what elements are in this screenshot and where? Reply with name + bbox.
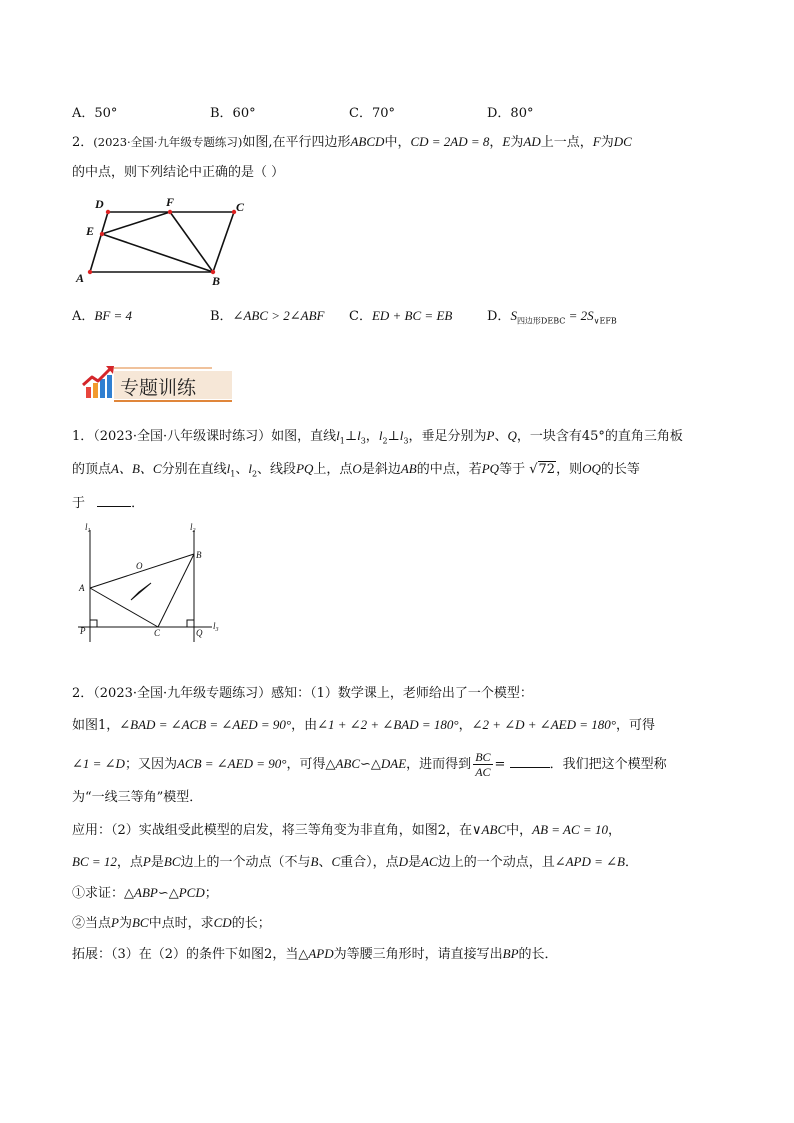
t1-o: O xyxy=(352,461,362,476)
q2-line1 xyxy=(72,133,632,152)
label-l1: $l_1$ xyxy=(85,522,91,534)
t2-frac-num: BC xyxy=(475,750,491,764)
t2-text-5a: 应用：（2）实战组受此模型的启发，将三等角变为非直角，如图2，在 xyxy=(72,823,473,838)
q2-option-c[interactable] xyxy=(349,305,452,324)
q2-option-a[interactable] xyxy=(72,305,132,324)
t1-l1b: l xyxy=(226,461,231,476)
point-d xyxy=(106,210,110,214)
inner-triangle xyxy=(131,583,151,600)
q2-option-a-math: BF = 4 xyxy=(94,308,133,323)
t2-text-7a: ①求证： xyxy=(72,886,125,901)
t2-line5 xyxy=(72,821,621,840)
point-a xyxy=(88,270,92,274)
t1-answer-blank[interactable] xyxy=(97,506,131,507)
q2-text-a: 如图,在平行四边形 xyxy=(242,135,351,150)
t2-line2 xyxy=(72,716,655,735)
t2-cd: CD xyxy=(213,915,232,930)
t1-text-2q: ，则 xyxy=(556,462,583,477)
t1-text-2c: 分别在直线 xyxy=(161,462,227,477)
t2-text-9e: 的长． xyxy=(518,947,558,962)
t1-l2-sub: 2 xyxy=(382,436,388,446)
point-f xyxy=(168,210,172,214)
t1-line2: 的顶点A、B、C分别在直线$l_1$、$l_2$、线段PQ上，点O是斜边AB的中点，若PQ等于 √72，则OQ的长等 xyxy=(72,461,640,479)
t2-text-3d: ，可得 xyxy=(286,757,326,772)
t2-text-9c: 为等腰三角形时，请直接写出 xyxy=(333,947,503,962)
t2-text-7c: ； xyxy=(204,886,218,901)
t2-text-6d: 是 xyxy=(150,855,164,870)
t1-text-2a: 的顶点 xyxy=(72,462,112,477)
t2-text-3h: ．我们把这个模型称 xyxy=(549,757,667,772)
t1-l3b-sub: 3 xyxy=(403,436,409,446)
t2-acb: ACB = ∠AED = 90° xyxy=(176,756,287,771)
q2-option-c-label: C． xyxy=(349,309,372,324)
label-f: F xyxy=(166,195,175,209)
t2-line3 xyxy=(72,750,667,779)
t1-sqrt72: 72 xyxy=(538,462,556,477)
right-angle-p xyxy=(90,620,97,627)
label-l2: $l_2$ xyxy=(190,522,196,534)
q2-option-d[interactable] xyxy=(487,305,617,327)
q2-option-d-eq: = 2S xyxy=(565,308,594,323)
t2-apd: ∠APD = ∠B xyxy=(554,854,625,869)
t1-l2b: l xyxy=(248,461,252,476)
parallelogram-figure xyxy=(70,195,260,290)
t2-text-6j: 重合），点 xyxy=(340,855,399,870)
t1-l2: l xyxy=(378,428,383,443)
t2-sum2: ∠2 + ∠D + ∠AED = 180° xyxy=(471,717,616,732)
t2-line1: 2．（2023·全国·九年级专题练习）感知：（1）数学课上，老师给出了一个模型： xyxy=(72,686,533,701)
t1-l2b-sub: 2 xyxy=(251,469,258,479)
t2-apd-tri: △APD xyxy=(298,946,334,961)
q2-parallelogram: ABCD xyxy=(350,134,385,149)
t1-l3b: l xyxy=(399,428,404,443)
label-q: Q xyxy=(196,628,203,638)
t1-sep: 、 xyxy=(494,429,508,444)
segment-eb xyxy=(102,234,213,272)
t2-similar2: △ABP∽△PCD xyxy=(124,885,205,900)
banner-title: 专题训练 xyxy=(120,377,197,399)
t2-ac: AC xyxy=(421,854,438,869)
t2-c: C xyxy=(331,854,341,869)
t1-text-a: 1．（2023·全国·八年级课时练习）如图，直线 xyxy=(72,429,337,444)
t1-text-2o: 等于 xyxy=(499,462,526,477)
t2-text-8c: 为 xyxy=(118,916,132,931)
t2-d: D xyxy=(398,854,409,869)
t1-oq: OQ xyxy=(582,461,601,476)
t2-text-3f: ，进而得到 xyxy=(406,757,472,772)
t2-fraction xyxy=(473,750,492,779)
label-l3: $l_3$ xyxy=(213,621,219,633)
label-c2: C xyxy=(154,628,161,638)
t1-l1: l xyxy=(336,428,340,443)
t2-text-8a: ②当点 xyxy=(72,916,112,931)
chart-growth-icon xyxy=(83,366,114,398)
t1-line3 xyxy=(72,495,144,513)
q2-option-b-math: ∠ABC > 2∠ABF xyxy=(232,308,325,323)
point-e xyxy=(100,232,104,236)
t2-text-6f: 边上的一个动点（不与 xyxy=(180,855,311,870)
t1-l1-sub: 1 xyxy=(339,436,345,446)
label-b2: B xyxy=(196,550,202,560)
t1-perp1: ⊥ xyxy=(344,429,358,444)
prev-option-d[interactable]: D．80° xyxy=(487,106,534,121)
t1-ab: AB xyxy=(400,461,417,476)
t1-text-2e: 、 xyxy=(235,462,249,477)
q2-option-d-sub2: ∨EFB xyxy=(593,316,617,326)
segment-ab xyxy=(90,554,194,588)
prev-option-b[interactable]: B．60° xyxy=(210,106,256,121)
t1-l3: l xyxy=(357,428,361,443)
t2-sum1: ∠1 + ∠2 + ∠BAD = 180° xyxy=(317,717,459,732)
t2-bc: BC xyxy=(163,854,181,869)
t2-angles-eq: ∠BAD = ∠ACB = ∠AED = 90° xyxy=(119,717,292,732)
segment-bc xyxy=(158,554,194,627)
q2-option-b-label: B． xyxy=(210,309,233,324)
prev-option-c[interactable]: C．70° xyxy=(349,106,395,121)
t1-text-3a: 于 xyxy=(72,496,86,511)
t2-text-6b: ，点 xyxy=(116,855,143,870)
q2-text-e: ， xyxy=(489,135,503,150)
label-o: O xyxy=(136,561,143,571)
t2-text-3b: ；又因为 xyxy=(124,757,177,772)
t2-line7 xyxy=(72,884,218,903)
q2-text-g: 为 xyxy=(510,135,524,150)
segment-ca xyxy=(90,588,158,627)
t2-point-p: P xyxy=(142,854,151,869)
t2-text-6l: 是 xyxy=(408,855,422,870)
t2-text-6n: 边上的一个动点，且 xyxy=(437,855,555,870)
t2-line4: 为“一线三等角”模型． xyxy=(72,790,203,805)
t1-text-3b: ． xyxy=(131,496,145,511)
t2-text-6h: 、 xyxy=(318,855,332,870)
q2-option-d-label: D． xyxy=(487,309,511,324)
t1-pq2: PQ xyxy=(481,461,500,476)
t1-comma: ， xyxy=(365,429,379,444)
section-banner xyxy=(80,363,232,405)
t2-bp: BP xyxy=(502,946,519,961)
t1-text-b: ，垂足分别为 xyxy=(408,429,487,444)
t1-text-2s: 的长等 xyxy=(600,462,640,477)
q2-option-d-s1: S xyxy=(510,308,517,323)
t1-text-2i: 上，点 xyxy=(313,462,353,477)
t2-line6 xyxy=(72,853,638,872)
q2-source: (2023·全国·九年级专题练习) xyxy=(93,135,243,149)
q2-text-c: 中， xyxy=(384,135,411,150)
prev-option-a[interactable]: A．50° xyxy=(72,106,118,121)
t2-angle-eq: ∠1 = ∠D xyxy=(72,756,125,771)
label-a: A xyxy=(76,271,85,285)
t1-l1b-sub: 1 xyxy=(230,469,236,479)
t1-vertices: A、B、C xyxy=(111,461,162,476)
t2-text-2c: ，由 xyxy=(291,718,318,733)
segment-fb xyxy=(170,212,213,272)
q2-number: 2． xyxy=(72,135,94,150)
t1-line1 xyxy=(72,427,683,451)
t2-text-8e: 中点时，求 xyxy=(148,916,214,931)
q2-point-e: E xyxy=(502,134,511,149)
t2-text-8g: 的长； xyxy=(231,916,271,931)
q2-option-d-sub1: 四边形DEBC xyxy=(516,316,566,326)
t2-text-6p: ． xyxy=(625,855,639,870)
t1-text-2g: 、线段 xyxy=(257,462,297,477)
t2-ab-ac: AB = AC = 10 xyxy=(532,822,608,837)
segment-ef xyxy=(102,212,170,234)
t2-frac-den: AC xyxy=(475,765,491,779)
t1-text-2k: 是斜边 xyxy=(361,462,401,477)
triangle-figure xyxy=(72,520,232,645)
t2-b: B xyxy=(310,854,319,869)
t2-similar: △ABC∽△DAE xyxy=(325,756,407,771)
t1-text-2m: 的中点，若 xyxy=(416,462,482,477)
t2-bc12: BC = 12 xyxy=(72,854,117,869)
t1-perp2: ⊥ xyxy=(387,429,400,444)
label-e: E xyxy=(86,224,95,238)
t1-l3-sub: 3 xyxy=(360,436,366,446)
t2-text-5c: 中， xyxy=(506,823,533,838)
q2-seg-ad: AD xyxy=(523,134,541,149)
q2-option-b[interactable] xyxy=(210,305,325,324)
t2-text-5e: ， xyxy=(607,823,621,838)
segment-ad xyxy=(90,212,108,272)
t2-eq: = xyxy=(494,757,506,772)
t2-line8 xyxy=(72,914,271,933)
t1-q: Q xyxy=(507,428,517,443)
q2-point-f: F xyxy=(592,134,601,149)
t2-p2: P xyxy=(111,915,119,930)
label-c: C xyxy=(236,200,245,214)
t2-text-2g: ，可得 xyxy=(615,718,655,733)
segment-cb xyxy=(213,212,234,272)
label-p: P xyxy=(80,626,86,636)
label-a2: A xyxy=(79,583,85,593)
t2-text-2e: ， xyxy=(458,718,472,733)
label-d: D xyxy=(95,197,104,211)
q2-text-i: 上一点， xyxy=(540,135,593,150)
t2-text-9a: 拓展：（3）在（2）的条件下如图2，当 xyxy=(72,947,299,962)
q2-seg-dc: DC xyxy=(613,134,632,149)
t2-triangle-abc: ∨ABC xyxy=(472,822,507,837)
t2-bc2: BC xyxy=(131,915,149,930)
t2-text-2a: 如图1， xyxy=(72,718,120,733)
t2-answer-blank[interactable] xyxy=(510,767,550,768)
q2-line2: 的中点，则下列结论中正确的是（ ） xyxy=(72,165,285,180)
q2-condition: CD = 2AD = 8 xyxy=(410,134,490,149)
q2-text-k: 为 xyxy=(600,135,614,150)
t1-pq: PQ xyxy=(296,461,314,476)
q2-option-a-label: A． xyxy=(72,309,95,324)
t2-line9 xyxy=(72,945,558,964)
q2-option-c-math: ED + BC = EB xyxy=(371,308,453,323)
right-angle-q xyxy=(187,620,194,627)
t1-p: P xyxy=(486,428,495,443)
label-b: B xyxy=(212,274,221,288)
t1-text-c: ，一块含有45°的直角三角板 xyxy=(516,429,683,444)
